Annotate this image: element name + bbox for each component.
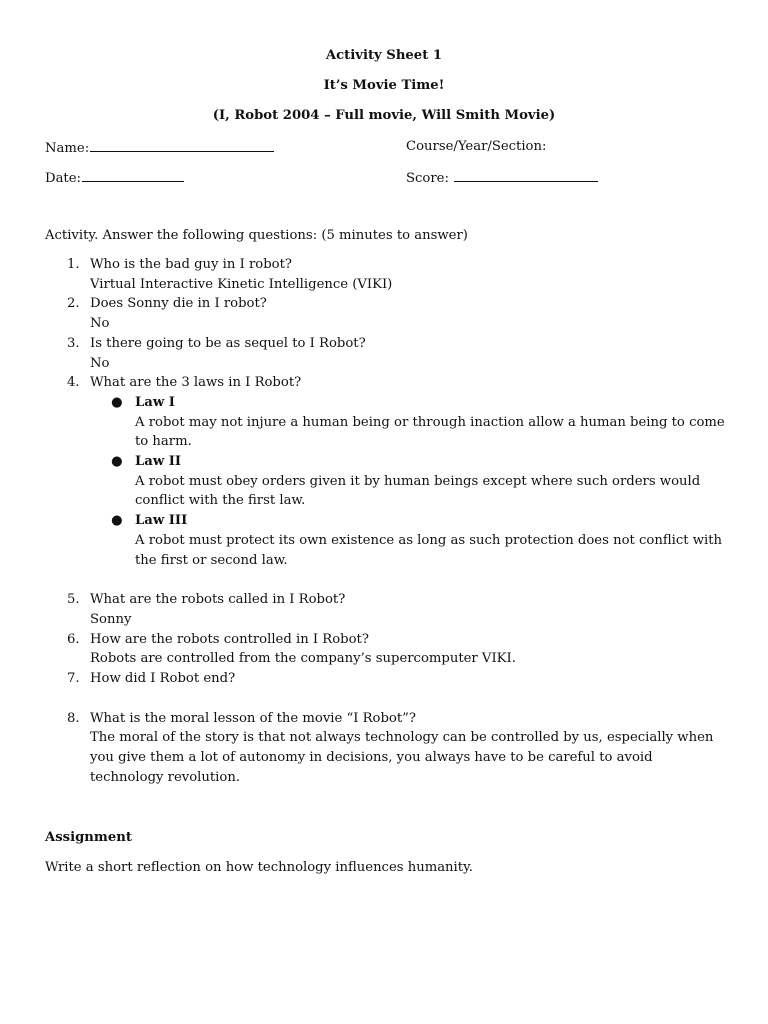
question-text: What is the moral lesson of the movie “I Robot”? bbox=[90, 710, 416, 726]
bullet-icon: ● bbox=[111, 394, 123, 410]
law-text: A robot must obey orders given it by human beings except where such orders would conflict with the first law. bbox=[135, 473, 701, 509]
question-text: Is there going to be as sequel to I Robot? bbox=[90, 335, 366, 351]
question-number: 4. bbox=[67, 375, 80, 391]
list-item bbox=[45, 373, 725, 570]
answer-text: No bbox=[90, 355, 110, 371]
bullet-icon: ● bbox=[111, 513, 123, 529]
answer-text: Virtual Interactive Kinetic Intelligence (VIKI) bbox=[90, 276, 393, 292]
name-input-line[interactable] bbox=[90, 137, 274, 152]
list-item bbox=[45, 294, 725, 333]
score-label: Score: bbox=[406, 171, 449, 186]
sheet-title: Activity Sheet 1 bbox=[325, 48, 443, 63]
question-number: 5. bbox=[67, 592, 80, 608]
score-field bbox=[406, 167, 598, 189]
name-field bbox=[45, 137, 274, 159]
question-number: 8. bbox=[67, 710, 80, 726]
law-item bbox=[90, 511, 725, 570]
answer-text: Sonny bbox=[90, 611, 132, 627]
question-number: 7. bbox=[67, 671, 80, 687]
answer-text: No bbox=[90, 316, 110, 332]
question-number: 6. bbox=[67, 631, 80, 647]
name-label: Name: bbox=[45, 141, 90, 156]
course-field bbox=[406, 137, 546, 157]
question-text: How are the robots controlled in I Robot? bbox=[90, 631, 369, 647]
question-text: Who is the bad guy in I robot? bbox=[90, 257, 292, 272]
list-item bbox=[45, 709, 725, 788]
course-label: Course/Year/Section: bbox=[406, 139, 547, 154]
score-input-line[interactable] bbox=[454, 167, 598, 182]
question-number: 2. bbox=[67, 296, 80, 312]
answer-text: The moral of the story is that not always technology can be controlled by us, especially when you give them a lot of autonomy in decisions, you always have to be careful to avoid technology revolution. bbox=[90, 730, 714, 785]
date-label: Date: bbox=[45, 171, 81, 186]
question-text: What are the 3 laws in I Robot? bbox=[90, 375, 302, 391]
laws-list bbox=[90, 393, 725, 570]
date-input-line[interactable] bbox=[82, 167, 184, 182]
law-name: Law II bbox=[135, 454, 182, 470]
question-number: 1. bbox=[67, 257, 80, 272]
question-number: 3. bbox=[67, 335, 80, 351]
law-item bbox=[90, 452, 725, 511]
question-text: What are the robots called in I Robot? bbox=[90, 592, 346, 608]
law-name: Law I bbox=[135, 394, 175, 410]
list-item bbox=[45, 630, 725, 669]
list-item bbox=[45, 669, 725, 689]
law-name: Law III bbox=[135, 513, 188, 529]
assignment-text: Write a short reflection on how technology influences humanity. bbox=[45, 860, 473, 875]
list-item bbox=[45, 255, 725, 294]
law-text: A robot may not injure a human being or through inaction allow a human being to come to harm. bbox=[135, 414, 725, 450]
law-item bbox=[90, 393, 725, 452]
activity-instructions: Activity. Answer the following questions: (5 minutes to answer) bbox=[45, 228, 468, 243]
bullet-icon: ● bbox=[111, 454, 123, 470]
list-item bbox=[45, 334, 725, 373]
movie-title: (I, Robot 2004 – Full movie, Will Smith Movie) bbox=[212, 108, 556, 123]
law-text: A robot must protect its own existence as long as such protection does not conflict with the first or second law. bbox=[135, 532, 723, 568]
question-text: How did I Robot end? bbox=[90, 671, 236, 687]
date-field bbox=[45, 167, 184, 189]
list-item bbox=[45, 590, 725, 629]
assignment-title: Assignment bbox=[45, 830, 132, 845]
question-list bbox=[45, 255, 725, 788]
question-text: Does Sonny die in I robot? bbox=[90, 296, 267, 312]
answer-text: Robots are controlled from the company’s supercomputer VIKI. bbox=[90, 651, 516, 667]
sheet-subtitle: It’s Movie Time! bbox=[323, 78, 445, 93]
